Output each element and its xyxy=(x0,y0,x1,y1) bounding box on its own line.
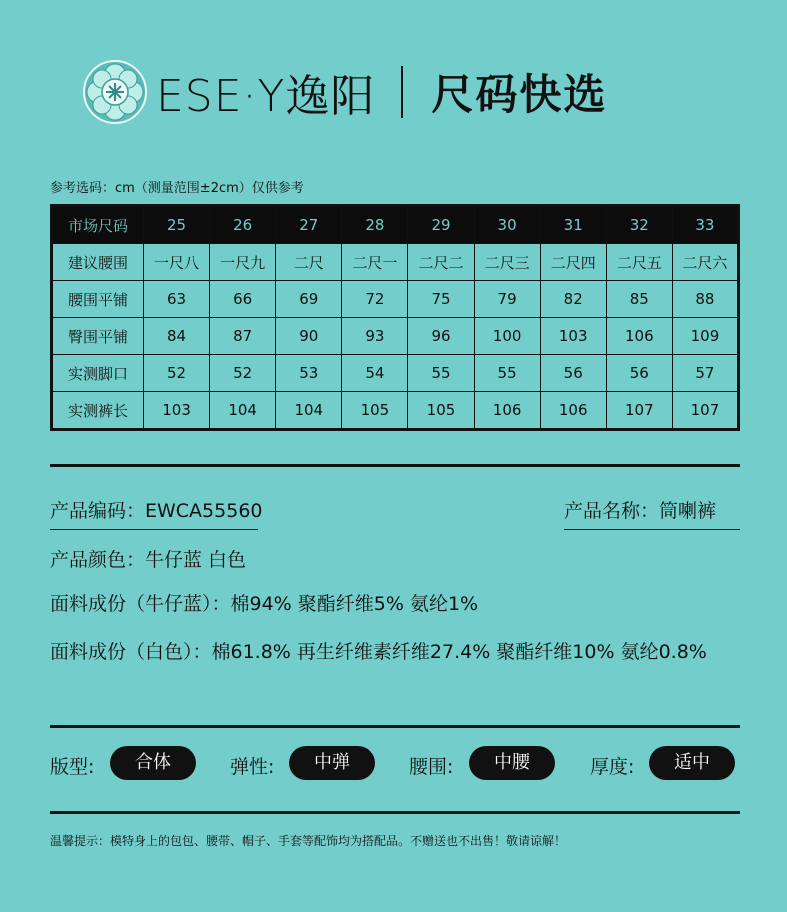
size-header-cell: 25 xyxy=(144,206,210,244)
table-cell: 54 xyxy=(342,355,408,392)
table-row xyxy=(52,318,739,355)
section-divider xyxy=(50,464,740,467)
table-cell: 56 xyxy=(540,355,606,392)
size-header-cell: 28 xyxy=(342,206,408,244)
table-cell: 103 xyxy=(144,392,210,430)
table-cell: 二尺六 xyxy=(672,244,738,281)
table-cell: 85 xyxy=(606,281,672,318)
table-cell: 100 xyxy=(474,318,540,355)
table-cell: 106 xyxy=(474,392,540,430)
size-header-cell: 33 xyxy=(672,206,738,244)
table-cell: 106 xyxy=(540,392,606,430)
reference-note: 参考选码：cm（测量范围±2cm）仅供参考 xyxy=(50,181,304,196)
table-cell: 96 xyxy=(408,318,474,355)
table-cell: 107 xyxy=(606,392,672,430)
table-cell: 一尺八 xyxy=(144,244,210,281)
table-cell: 二尺三 xyxy=(474,244,540,281)
table-cell: 109 xyxy=(672,318,738,355)
table-cell: 82 xyxy=(540,281,606,318)
table-cell: 52 xyxy=(210,355,276,392)
size-header-cell: 30 xyxy=(474,206,540,244)
size-header-cell: 31 xyxy=(540,206,606,244)
attr-label-waist: 腰围: xyxy=(409,756,454,778)
brand-name: ESE·Y逸阳 xyxy=(156,71,376,122)
camellia-flower-logo-icon xyxy=(82,59,148,125)
table-cell: 一尺九 xyxy=(210,244,276,281)
attr-value-thickness: 适中 xyxy=(649,746,735,780)
table-row xyxy=(52,281,739,318)
row-label: 臀围平铺 xyxy=(52,318,144,355)
size-header-cell: 29 xyxy=(408,206,474,244)
size-chart-table xyxy=(50,204,740,431)
table-row xyxy=(52,244,739,281)
product-color: 产品颜色：牛仔蓝 白色 xyxy=(50,549,247,571)
attr-label-thickness: 厚度: xyxy=(590,756,635,778)
table-cell: 二尺 xyxy=(276,244,342,281)
table-cell: 75 xyxy=(408,281,474,318)
table-cell: 66 xyxy=(210,281,276,318)
fabric-composition-denim: 面料成份（牛仔蓝）：棉94% 聚酯纤维5% 氨纶1% xyxy=(50,593,479,615)
table-cell: 105 xyxy=(408,392,474,430)
table-cell: 104 xyxy=(276,392,342,430)
table-cell: 53 xyxy=(276,355,342,392)
size-header-cell: 32 xyxy=(606,206,672,244)
table-cell: 90 xyxy=(276,318,342,355)
table-row xyxy=(52,392,739,430)
table-cell: 72 xyxy=(342,281,408,318)
attr-value-waist: 中腰 xyxy=(469,746,555,780)
fabric-composition-white: 面料成份（白色）：棉61.8% 再生纤维素纤维27.4% 聚酯纤维10% 氨纶0.8% xyxy=(50,641,707,663)
table-row xyxy=(52,355,739,392)
row-label: 建议腰围 xyxy=(52,244,144,281)
row-label: 腰围平铺 xyxy=(52,281,144,318)
section-divider xyxy=(50,811,740,814)
size-header-cell: 26 xyxy=(210,206,276,244)
table-cell: 55 xyxy=(408,355,474,392)
row-label: 实测脚口 xyxy=(52,355,144,392)
table-cell: 93 xyxy=(342,318,408,355)
page-title: 尺码快选 xyxy=(431,70,608,119)
fit-attributes xyxy=(50,746,740,782)
table-cell: 二尺五 xyxy=(606,244,672,281)
size-header-cell: 27 xyxy=(276,206,342,244)
section-divider xyxy=(50,725,740,728)
product-name: 产品名称：筒喇裤 xyxy=(564,496,740,530)
attr-value-elasticity: 中弹 xyxy=(289,746,375,780)
table-cell: 88 xyxy=(672,281,738,318)
table-cell: 56 xyxy=(606,355,672,392)
attr-value-fit: 合体 xyxy=(110,746,196,780)
table-cell: 二尺四 xyxy=(540,244,606,281)
table-cell: 二尺一 xyxy=(342,244,408,281)
table-cell: 79 xyxy=(474,281,540,318)
row-label: 实测裤长 xyxy=(52,392,144,430)
table-cell: 103 xyxy=(540,318,606,355)
footnote: 温馨提示：模特身上的包包、腰带、帽子、手套等配饰均为搭配品。不赠送也不出售！敬请谅解！ xyxy=(50,834,567,848)
table-cell: 106 xyxy=(606,318,672,355)
brand-header xyxy=(82,58,607,126)
table-cell: 87 xyxy=(210,318,276,355)
table-cell: 104 xyxy=(210,392,276,430)
header-divider xyxy=(401,66,403,118)
table-cell: 57 xyxy=(672,355,738,392)
size-header-row xyxy=(52,206,739,244)
product-code: 产品编码：EWCA55560 xyxy=(50,496,258,530)
table-cell: 二尺二 xyxy=(408,244,474,281)
table-cell: 63 xyxy=(144,281,210,318)
table-cell: 69 xyxy=(276,281,342,318)
size-header-label: 市场尺码 xyxy=(52,206,144,244)
table-cell: 84 xyxy=(144,318,210,355)
table-cell: 105 xyxy=(342,392,408,430)
table-cell: 52 xyxy=(144,355,210,392)
attr-label-elasticity: 弹性: xyxy=(230,756,275,778)
table-cell: 55 xyxy=(474,355,540,392)
table-cell: 107 xyxy=(672,392,738,430)
attr-label-fit: 版型: xyxy=(50,756,95,778)
